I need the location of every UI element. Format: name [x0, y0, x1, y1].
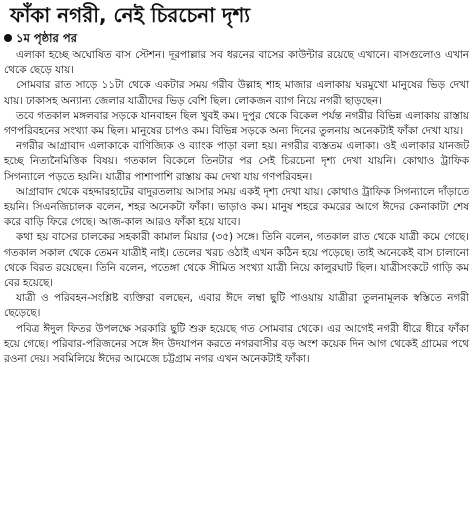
article-paragraph: যাত্রী ও পরিবহন-সংশ্লিষ্ট ব্যক্তিরা বলছেন, এবার ঈদে লম্বা ছুটি পাওয়ায় যাত্রীরা তুলনামূলক স্বস্তিতে নগরী ছেড়েছে। [4, 292, 469, 320]
article-body [4, 48, 469, 367]
article-paragraph: পবিত্র ঈদুল ফিতর উপলক্ষে সরকারি ছুটি শুরু হয়েছে গত সোমবার থেকে। এর আগেই নগরী ধীরে ধীরে ফাঁকা হয়ে গেছে। পরিবার-পরিজনের সঙ্গে ঈদ উদযাপন করতে নগরবাসীর বড় অংশ কয়েক দিন আগ থেকেই গ্রামের পথে রওনা দেয়। সবমিলিয়ে ঈদের আমেজে চট্টগ্রাম নগর এখন অনেকটাই ফাঁকা। [4, 322, 469, 366]
article-paragraph: আগ্রাবাদ থেকে বহদ্দারহাটের বাদুরতলায় আসার সময় একই দৃশ্য দেখা যায়। কোথাও ট্রাফিক সিগন্যালে দাঁড়াতে হয়নি। সিএনজিচালক বলেন, শহর অনেকটা ফাঁকা। ভাড়াও কম। মানুষ শহরে কমরের আগে ঈদের কেনাকাটা শেষ করে বাড়ি ফিরে গেছে। আজ-কাল আরও ফাঁকা হয়ে যাবে। [4, 185, 469, 229]
article-paragraph: তবে গতকাল মঙ্গলবার সড়কে যানবাহন ছিল খুবই কম। দুপুর থেকে বিকেল পর্যন্ত নগরীর বিভিন্ন এলাকায় রাস্তায় গণপরিবহনের সংখ্যা কম ছিল। মানুষের চাপও কম। বিভিন্ন সড়কে অন্য দিনের তুলনায় অনেকটাই ফাঁকা দেখা যায়। [4, 109, 469, 138]
continuation-label: ১ম পৃষ্ঠার পর [16, 31, 77, 45]
continuation-marker [4, 30, 469, 46]
article-headline: ফাঁকা নগরী, নেই চিরচেনা দৃশ্য [10, 3, 251, 27]
bullet-icon [4, 34, 12, 42]
article-paragraph: কথা হয় বাসের চালকের সহকারী কামাল মিয়ার (৩৫) সঙ্গে। তিনি বলেন, গতকাল রাত থেকে যাত্রী কমে গেছে। গতকাল সকাল থেকে তেমন যাত্রীই নাই। তেলের খরচ ওঠাই এখন কঠিন হয়ে পড়েছে। তাই অনেকেই বাস চালানো থেকে বিরত রয়েছেন। তিনি বলেন, পতেঙ্গা থেকে সীমিত সংখ্যা যাত্রী নিয়ে কালুরঘাট ছিল। যাত্রীসংকটে গাড়ি কম বের হয়েছে। [4, 231, 469, 290]
article-paragraph: সোমবার রাত সাড়ে ১১টা থেকে একটার সময় গরীব উল্লাহ শাহ মাজার এলাকায় ঘরমুখো মানুষের ভিড় দেখা যায়। ঢাকাসহ অন্যান্য জেলার যাত্রীদের ভিড় বেশি ছিল। লোকজন ব্যাগ নিয়ে নগরী ছাড়ছেন। [4, 79, 469, 107]
article-paragraph: নগরীর আগ্রাবাদ এলাকাকে বাণিজ্যিক ও ব্যাংক পাড়া বলা হয়। নগরীর ব্যস্ততম এলাকা। ওই এলাকার যানজট হচ্ছে নিত্যনৈমিত্তিক বিষয়। গতকাল বিকেলে তিনটার পর সেই চিরচেনা দৃশ্য দেখা যায়নি। কোথাও ট্রাফিক সিগন্যালে পড়তে হয়নি। যাত্রীর পাশাপাশি রাস্তায় কম দেখা যায় গণপরিবহন। [4, 140, 469, 183]
article-paragraph: এলাকা হচ্ছে অঘোষিত বাস স্টেশন। দূরপাল্লার সব ধরনের বাসের কাউন্টার রয়েছে এখানে। বাসগুলোও এখান থেকে ছেড়ে যায়। [4, 49, 469, 77]
